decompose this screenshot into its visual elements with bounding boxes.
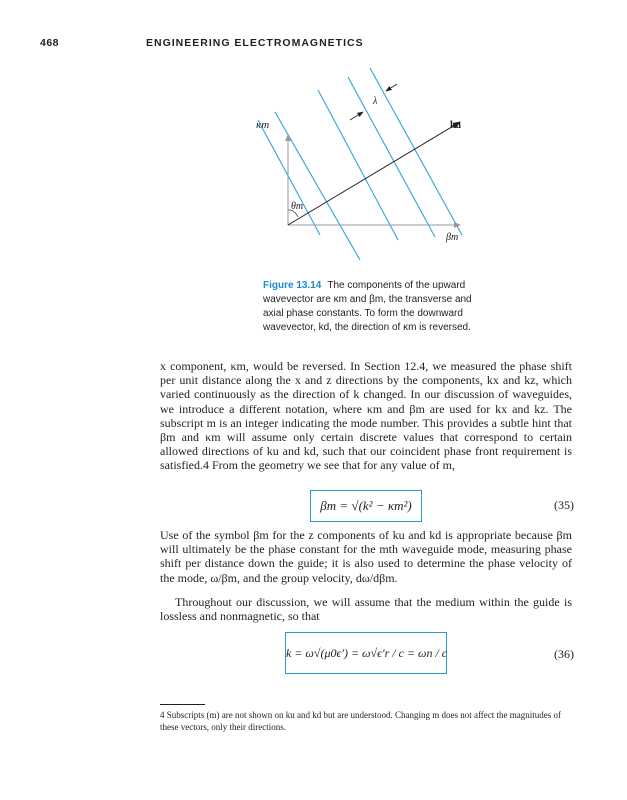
wavefront-line — [370, 68, 462, 235]
figure-caption — [263, 279, 478, 335]
equation-36-box — [285, 632, 447, 674]
wavefront-line — [348, 77, 435, 237]
paragraph-2: Use of the symbol βm for the z components of ku and kd is appropriate because βm will ultimately be the phase constant for the mth waveguide mode, measuring phase shift per distance down the guide; it is also used to determine the phase velocity of the mode, ω/βm, and the group velocity, dω/dβm. — [160, 528, 572, 585]
caption-text: The components of the upward wavevector are κm and βm, the transverse and axial phase constants. To form the downward wavevector, kd, the direction of κm is reversed. — [263, 280, 472, 333]
page-number: 468 — [40, 37, 60, 49]
footnote-rule — [160, 704, 205, 705]
theta-label: θm — [291, 201, 304, 212]
lambda-label: λ — [373, 96, 378, 107]
ku-vector — [288, 122, 460, 225]
equation-35-box — [310, 490, 422, 522]
equation-35: βm = √(k² − κm²) — [320, 498, 412, 513]
equation-35-number: (35) — [554, 498, 574, 512]
footnote: 4 Subscripts (m) are not shown on ku and kd but are understood. Changing m does not affect the magnitudes of these vectors, only their directions. — [160, 710, 562, 732]
ku-label: ku — [450, 120, 462, 131]
lambda-arrow-right — [386, 84, 397, 91]
wavefronts — [258, 68, 462, 260]
figure-label: Figure 13.14 — [263, 280, 322, 291]
paragraph-1: x component, κm, would be reversed. In Section 12.4, we measured the phase shift per unit distance along the x and z directions by the components, kx and kz, which varied continuously as the direction of k changed. In our discussion of waveguides, we introduce a different notation, where κm and βm are used for kx and kz. The subscript m is an integer indicating the mode number. This provides a subtle hint that βm and κm will assume only certain discrete values that correspond to certain allowed directions of ku and kd, such that our coincident phase front requirement is satisfied.4 From the geometry we see that for any value of m, — [160, 359, 572, 473]
book-title: ENGINEERING ELECTROMAGNETICS — [146, 37, 364, 49]
equation-36-number: (36) — [554, 647, 574, 661]
paragraph-3: Throughout our discussion, we will assume that the medium within the guide is lossless and nonmagnetic, so that — [160, 595, 572, 624]
equation-36: k = ω√(μ0ϵ′) = ω√ϵ′r / c = ωn / c — [286, 646, 448, 660]
kappa-label: κm — [256, 119, 270, 131]
running-head — [40, 37, 364, 49]
wavefront-line — [318, 90, 398, 240]
beta-label: βm — [446, 232, 459, 243]
figure-13-14 — [250, 60, 480, 260]
lambda-arrow-left — [350, 112, 363, 120]
